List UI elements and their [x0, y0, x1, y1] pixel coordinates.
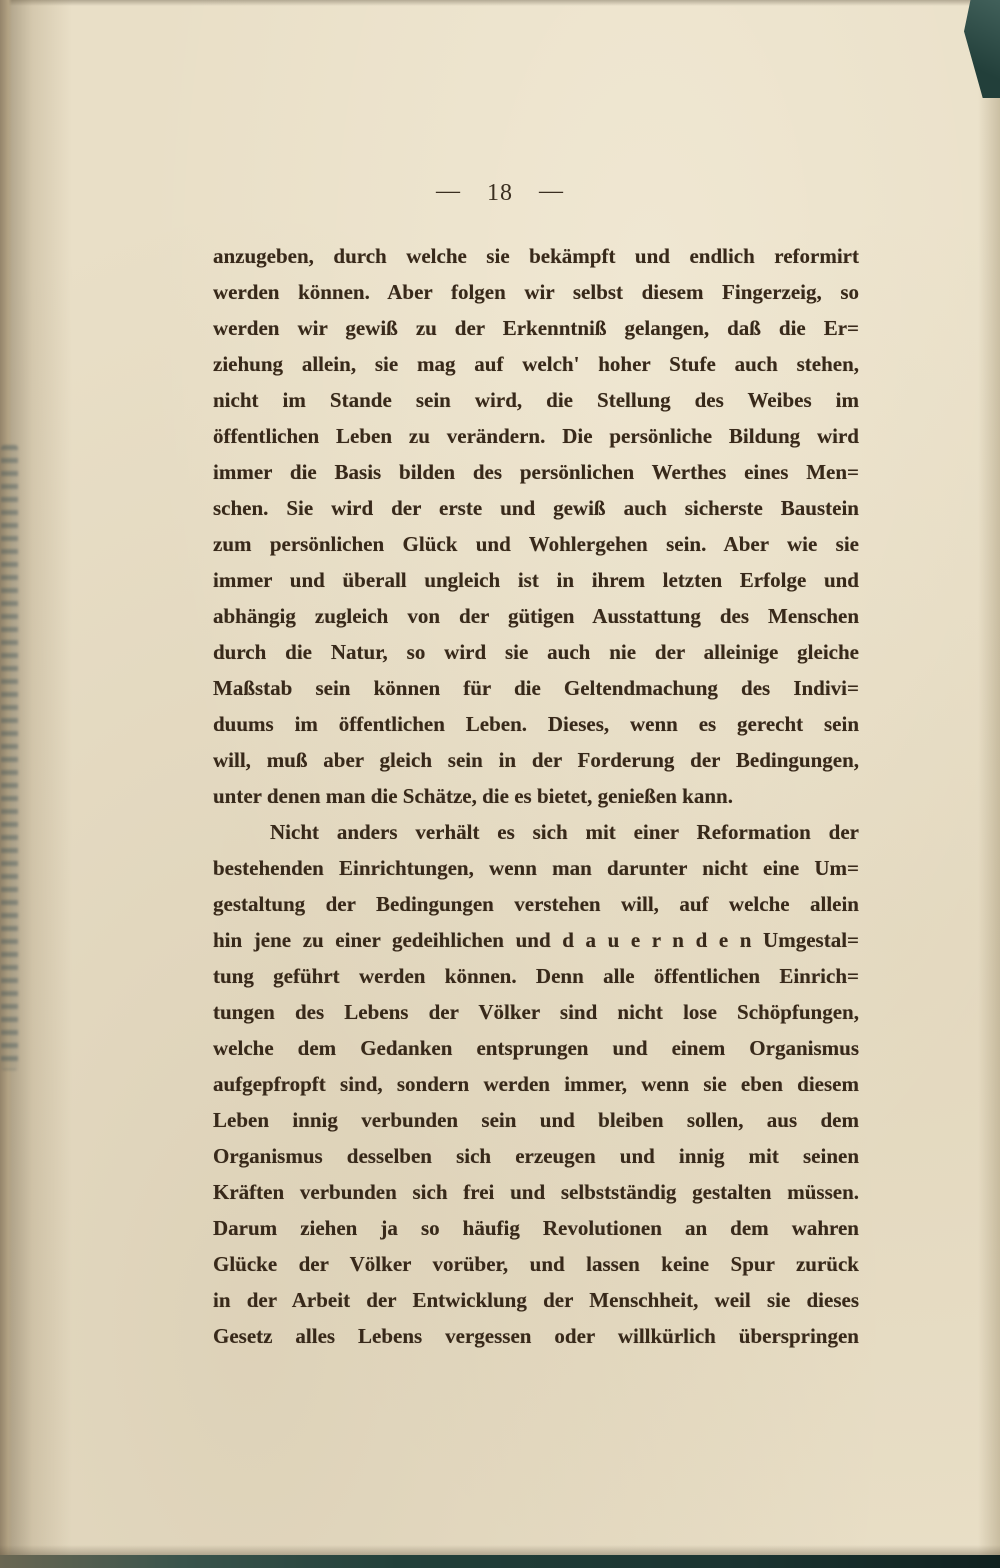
text-line: werden wir gewiß zu der Erkenntniß gelangen, daß die Er=: [213, 316, 859, 340]
text-line: anzugeben, durch welche sie bekämpft und endlich reformirt: [213, 244, 859, 268]
text-line: duums im öffentlichen Leben. Dieses, wenn es gerecht sein: [213, 712, 859, 736]
text-line: Organismus desselben sich erzeugen und innig mit seinen: [213, 1144, 859, 1168]
text-line: Maßstab sein können für die Geltendmachung des Indivi=: [213, 676, 859, 700]
text-line: unter denen man die Schätze, die es bietet, genießen kann.: [213, 784, 733, 808]
text-line: aufgepfropft sind, sondern werden immer, wenn sie eben diesem: [213, 1072, 859, 1096]
page-header: [0, 180, 1000, 207]
header-dash-right: —: [539, 178, 564, 204]
text-line: abhängig zugleich von der gütigen Ausstattung des Menschen: [213, 604, 859, 628]
text-line: durch die Natur, so wird sie auch nie der alleinige gleiche: [213, 640, 859, 664]
text-line: tungen des Lebens der Völker sind nicht lose Schöpfungen,: [213, 1000, 859, 1024]
text-line: immer und überall ungleich ist in ihrem letzten Erfolge und: [213, 568, 859, 592]
ink-showthrough-artifact: [1, 445, 18, 1070]
page-number: 18: [487, 180, 513, 206]
text-line: welche dem Gedanken entsprungen und einem Organismus: [213, 1036, 859, 1060]
text-line: gestaltung der Bedingungen verstehen will, auf welche allein: [213, 892, 859, 916]
text-line: werden können. Aber folgen wir selbst diesem Fingerzeig, so: [213, 280, 859, 304]
text-line: Leben innig verbunden sein und bleiben sollen, aus dem: [213, 1108, 859, 1132]
bottom-edge-shadow: [0, 1545, 1000, 1555]
book-cover-bottom-strip: [0, 1555, 1000, 1568]
text-line: Kräften verbunden sich frei und selbstständig gestalten müssen.: [213, 1180, 859, 1204]
right-page-edge: [978, 0, 1000, 1568]
text-line: schen. Sie wird der erste und gewiß auch sicherste Baustein: [213, 496, 859, 520]
text-line: in der Arbeit der Entwicklung der Menschheit, weil sie dieses: [213, 1288, 859, 1312]
text-line: Glücke der Völker vorüber, und lassen keine Spur zurück: [213, 1252, 859, 1276]
text-line: immer die Basis bilden des persönlichen Werthes eines Men=: [213, 460, 859, 484]
header-dash-left: —: [436, 178, 461, 204]
text-line: ziehung allein, sie mag auf welch' hoher Stufe auch stehen,: [213, 352, 859, 376]
text-line: nicht im Stande sein wird, die Stellung des Weibes im: [213, 388, 859, 412]
book-cover-corner: [964, 0, 1000, 98]
text-line: will, muß aber gleich sein in der Forderung der Bedingungen,: [213, 748, 859, 772]
text-line: zum persönlichen Glück und Wohlergehen sein. Aber wie sie: [213, 532, 859, 556]
text-line: tung geführt werden können. Denn alle öffentlichen Einrich=: [213, 964, 859, 988]
text-block: [213, 238, 859, 1354]
text-line: bestehenden Einrichtungen, wenn man darunter nicht eine Um=: [213, 856, 859, 880]
text-line: Nicht anders verhält es sich mit einer Reformation der: [270, 820, 859, 844]
text-line: hin jene zu einer gedeihlichen und d a u e r n d e n Umgestal=: [213, 928, 859, 952]
text-line: öffentlichen Leben zu verändern. Die persönliche Bildung wird: [213, 424, 859, 448]
text-line: Darum ziehen ja so häufig Revolutionen an dem wahren: [213, 1216, 859, 1240]
top-edge-shadow: [0, 0, 1000, 6]
text-line: Gesetz alles Lebens vergessen oder willkürlich überspringen: [213, 1324, 859, 1348]
